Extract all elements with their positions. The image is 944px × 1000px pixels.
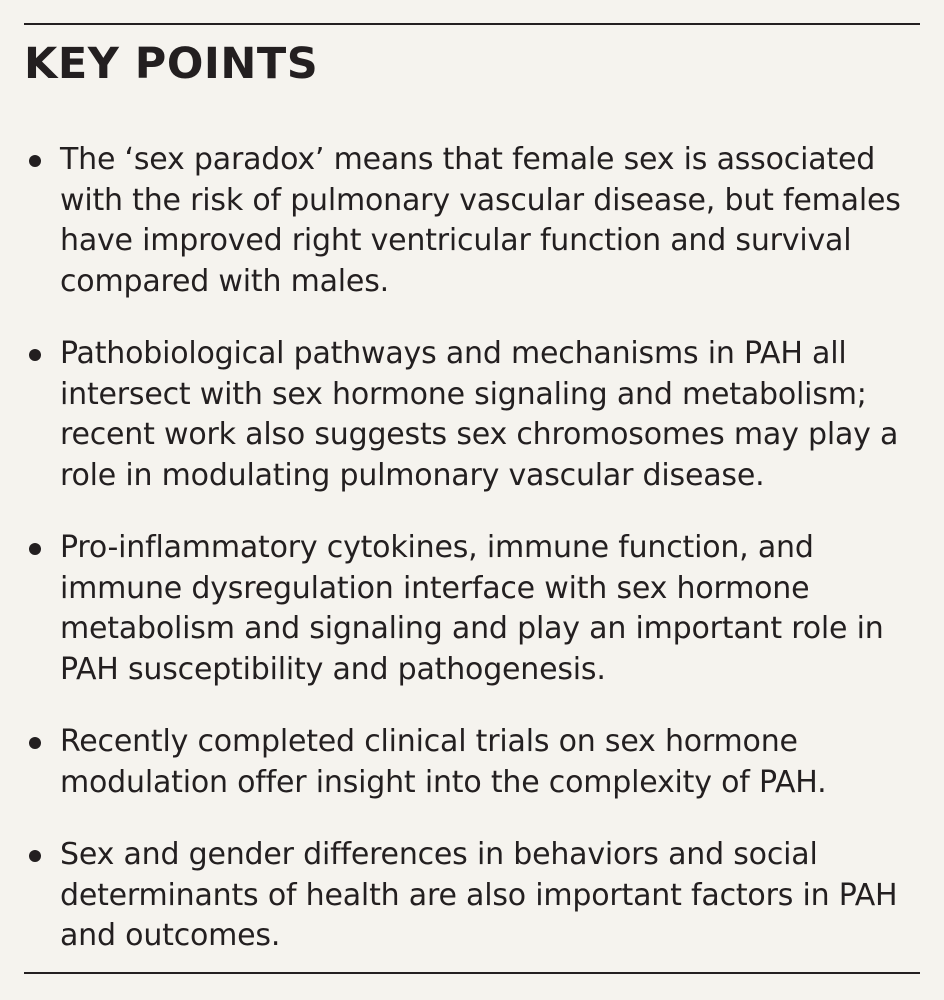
- bottom-divider: [24, 972, 920, 974]
- list-item: [24, 528, 924, 690]
- point-text: Pathobiological pathways and mechanisms in PAH all intersect with sex hormone signaling and metabolism; recent work also suggests sex chromosomes may play a role in modulating pulmonary vascular disease.: [60, 336, 899, 493]
- point-text: Sex and gender differences in behaviors and social determinants of health are also important factors in PAH and outcomes.: [60, 837, 898, 953]
- list-item: [24, 334, 924, 496]
- bullet-icon: [29, 155, 41, 167]
- key-points-list: [24, 140, 924, 957]
- list-item: [24, 722, 924, 803]
- bullet-icon: [29, 737, 41, 749]
- point-text: Pro-inflammatory cytokines, immune function, and immune dysregulation interface with sex hormone metabolism and signaling and play an important role in PAH susceptibility and pathogenesis.: [60, 530, 884, 687]
- bullet-icon: [29, 850, 41, 862]
- bullet-icon: [29, 349, 41, 361]
- point-text: The ‘sex paradox’ means that female sex is associated with the risk of pulmonary vascular disease, but females have improved right ventricular function and survival compared with males.: [60, 142, 901, 299]
- point-text: Recently completed clinical trials on sex hormone modulation offer insight into the complexity of PAH.: [60, 724, 827, 800]
- list-item: [24, 140, 924, 302]
- key-points-title: KEY POINTS: [24, 39, 319, 89]
- list-item: [24, 835, 924, 957]
- top-divider: [24, 23, 920, 25]
- bullet-icon: [29, 543, 41, 555]
